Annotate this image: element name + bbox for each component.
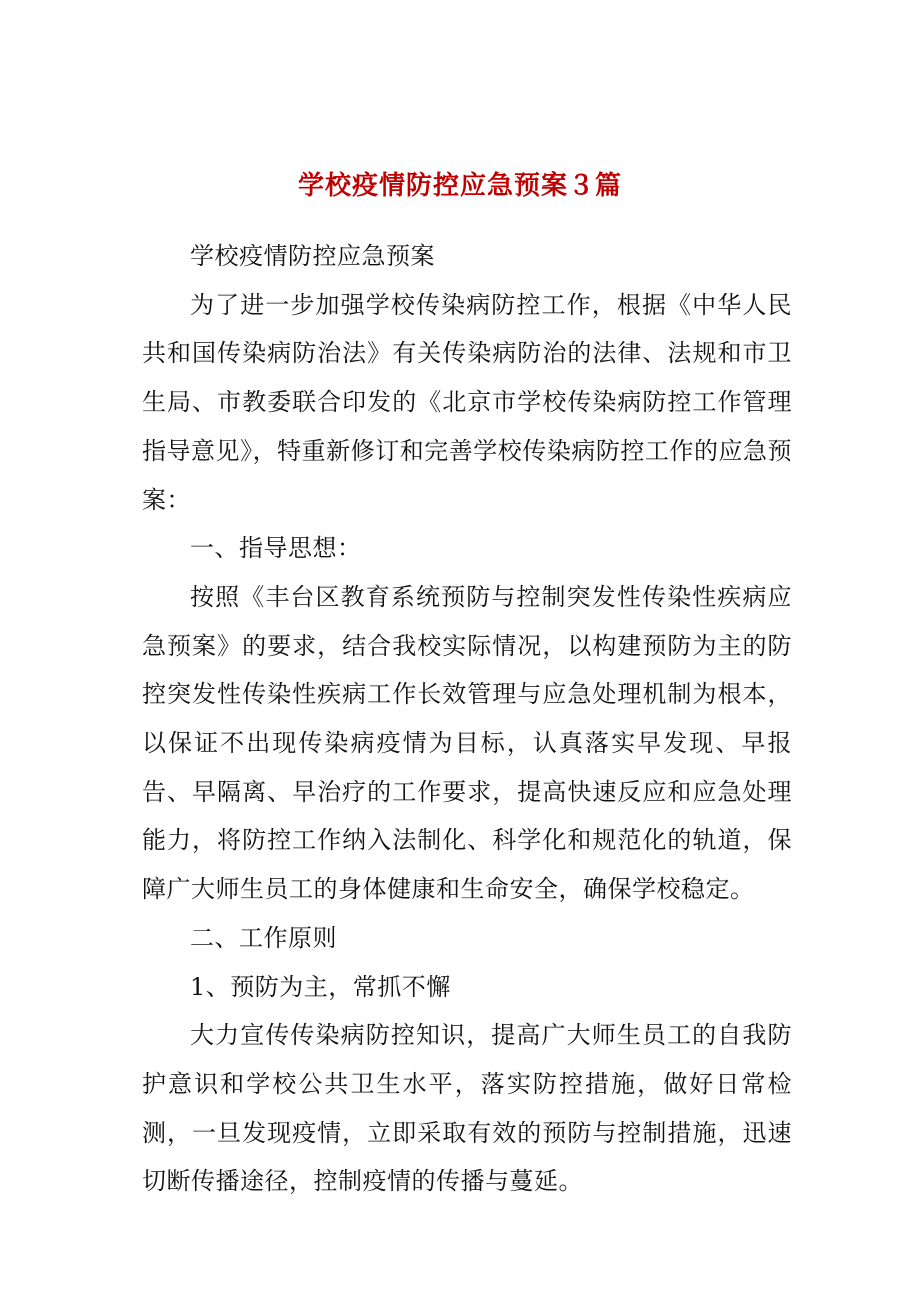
- section-heading-work-principles: 二、工作原则: [190, 923, 337, 952]
- subsection-heading-prevention: 1、预防为主，常抓不懈: [190, 972, 451, 1001]
- subtitle-paragraph: 学校疫情防控应急预案: [190, 242, 435, 270]
- document-body: [142, 232, 792, 1206]
- intro-paragraph: 为了进一步加强学校传染病防控工作，根据《中华人民共和国传染病防治法》有关传染病防治的法律、法规和市卫生局、市教委联合印发的《北京市学校传染病防控工作管理指导意见》，特重新修订和完善学校传染病防控工作的应急预案：: [142, 290, 792, 514]
- guiding-thought-paragraph: 按照《丰台区教育系统预防与控制突发性传染性疾病应急预案》的要求，结合我校实际情况，以构建预防为主的防控突发性传染性疾病工作长效管理与应急处理机制为根本，以保证不出现传染病疫情为目标，认真落实早发现、早报告、早隔离、早治疗的工作要求，提高快速反应和应急处理能力，将防控工作纳入法制化、科学化和规范化的轨道，保障广大师生员工的身体健康和生命安全，确保学校稳定。: [142, 582, 792, 904]
- section-heading-guiding-thought: 一、指导思想：: [190, 534, 362, 563]
- prevention-paragraph: 大力宣传传染病防控知识，提高广大师生员工的自我防护意识和学校公共卫生水平，落实防控措施，做好日常检测，一旦发现疫情，立即采取有效的预防与控制措施，迅速切断传播途径，控制疫情的传播与蔓延。: [142, 1021, 792, 1196]
- document-title: 学校疫情防控应急预案３篇: [297, 171, 622, 201]
